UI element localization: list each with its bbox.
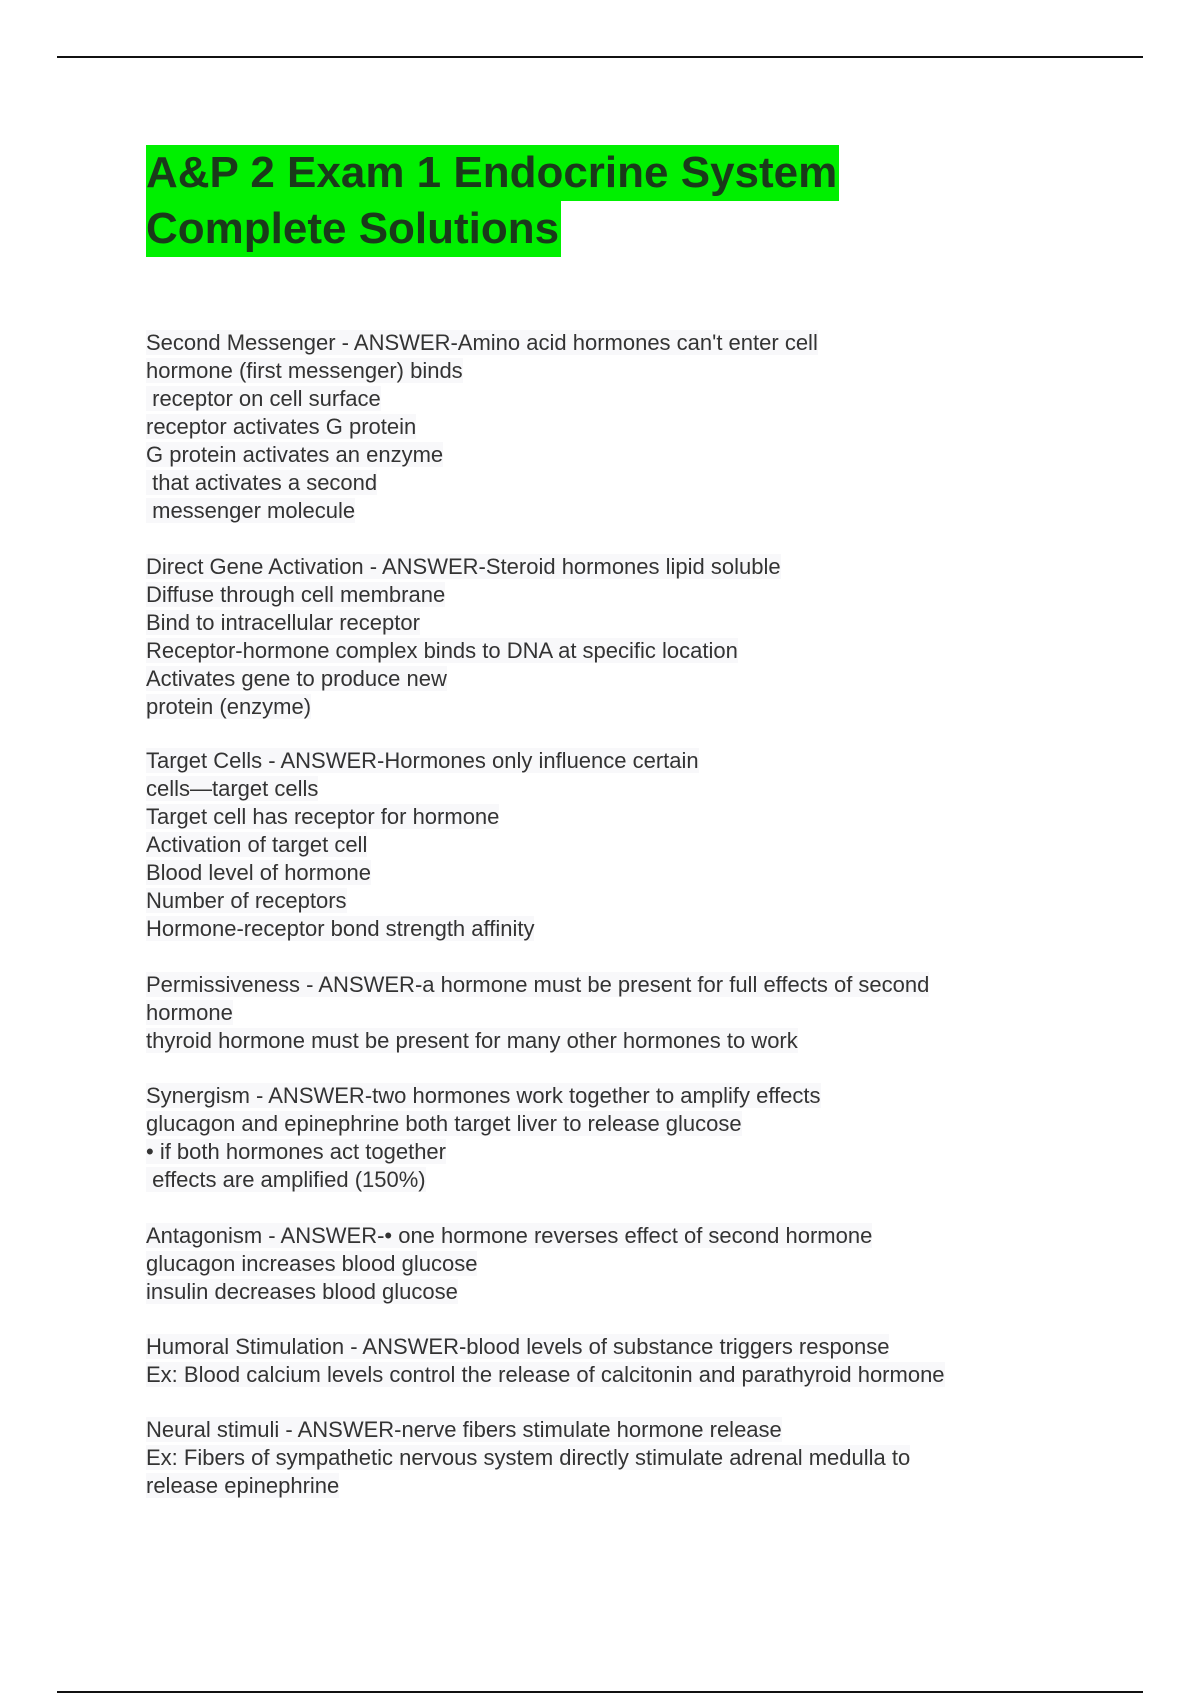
flashcard-line [146,999,1046,1027]
flashcard-line-text: receptor on cell surface [146,386,381,411]
flashcard-line-text: Bind to intracellular receptor [146,610,420,635]
flashcard-line [146,1082,1046,1110]
flashcard-line [146,581,1046,609]
flashcard-line-text: Diffuse through cell membrane [146,582,446,607]
flashcard-line [146,1222,1046,1250]
flashcard-line [146,1138,1046,1166]
flashcard-line-text: Target Cells - ANSWER-Hormones only influence certain [146,748,699,773]
flashcard-line-text: Second Messenger - ANSWER-Amino acid hormones can't enter cell [146,330,818,355]
flashcard-line [146,441,1046,469]
flashcard-line-text: Direct Gene Activation - ANSWER-Steroid hormones lipid soluble [146,554,781,579]
flashcard-line [146,637,1046,665]
flashcard-line [146,1361,1046,1389]
flashcard-line [146,803,1046,831]
flashcard-line-text: Activates gene to produce new [146,666,447,691]
flashcard-line-text: hormone (first messenger) binds [146,358,463,383]
flashcard-line-text: Hormone-receptor bond strength affinity [146,916,535,941]
flashcard-entry [146,1333,1046,1389]
flashcard-line-text: Neural stimuli - ANSWER-nerve fibers stimulate hormone release [146,1417,782,1442]
flashcard-line [146,413,1046,441]
flashcard-entry [146,971,1046,1055]
flashcard-line-text: glucagon and epinephrine both target liver to release glucose [146,1111,742,1136]
flashcard-line [146,1250,1046,1278]
flashcard-entry [146,329,1046,525]
flashcard-line [146,469,1046,497]
flashcard-entry [146,1082,1046,1194]
flashcard-line [146,357,1046,385]
flashcard-entry [146,1416,1046,1500]
flashcard-line-text: Receptor-hormone complex binds to DNA at specific location [146,638,738,663]
header-rule [57,56,1143,58]
title-line-2: Complete Solutions [146,201,561,257]
title-line-1: A&P 2 Exam 1 Endocrine System [146,145,839,201]
flashcard-line [146,1444,1046,1472]
flashcard-line [146,775,1046,803]
flashcard-line [146,553,1046,581]
flashcard-line [146,693,1046,721]
flashcard-line [146,497,1046,525]
flashcard-line [146,971,1046,999]
flashcard-line-text: Number of receptors [146,888,347,913]
footer-rule [57,1691,1143,1693]
flashcard-line-text: release epinephrine [146,1473,340,1498]
flashcard-line-text: effects are amplified (150%) [146,1167,426,1192]
flashcard-line [146,1333,1046,1361]
document-title [146,145,839,257]
flashcard-line-text: thyroid hormone must be present for many other hormones to work [146,1028,798,1053]
flashcard-line-text: Target cell has receptor for hormone [146,804,500,829]
flashcard-line-text: Permissiveness - ANSWER-a hormone must be present for full effects of second [146,972,930,997]
flashcard-line [146,385,1046,413]
flashcard-line-text: that activates a second [146,470,378,495]
flashcard-line [146,609,1046,637]
flashcard-line [146,329,1046,357]
flashcard-line-text: Humoral Stimulation - ANSWER-blood levels of substance triggers response [146,1334,890,1359]
flashcard-line [146,887,1046,915]
flashcard-line-text: cells—target cells [146,776,319,801]
flashcard-line-text: protein (enzyme) [146,694,312,719]
flashcard-line-text: hormone [146,1000,233,1025]
flashcard-line [146,747,1046,775]
flashcard-line-text: receptor activates G protein [146,414,417,439]
flashcard-line-text: messenger molecule [146,498,356,523]
flashcard-line [146,1027,1046,1055]
flashcard-line-text: Synergism - ANSWER-two hormones work together to amplify effects [146,1083,821,1108]
flashcard-line [146,1278,1046,1306]
flashcard-line-text: insulin decreases blood glucose [146,1279,458,1304]
flashcard-line [146,1110,1046,1138]
flashcard-line [146,1472,1046,1500]
flashcard-line-text: Blood level of hormone [146,860,372,885]
flashcard-line [146,831,1046,859]
flashcard-line-text: Ex: Blood calcium levels control the release of calcitonin and parathyroid hormone [146,1362,945,1387]
flashcard-entry [146,1222,1046,1306]
flashcard-entry [146,553,1046,721]
flashcard-entry [146,747,1046,943]
flashcard-line [146,665,1046,693]
flashcard-line [146,859,1046,887]
flashcard-line-text: Ex: Fibers of sympathetic nervous system directly stimulate adrenal medulla to [146,1445,911,1470]
flashcard-line-text: • if both hormones act together [146,1139,446,1164]
flashcard-line [146,1166,1046,1194]
flashcard-line-text: G protein activates an enzyme [146,442,444,467]
flashcard-line-text: glucagon increases blood glucose [146,1251,478,1276]
flashcard-line [146,915,1046,943]
flashcard-line-text: Antagonism - ANSWER-• one hormone reverses effect of second hormone [146,1223,873,1248]
flashcard-line [146,1416,1046,1444]
flashcard-line-text: Activation of target cell [146,832,368,857]
